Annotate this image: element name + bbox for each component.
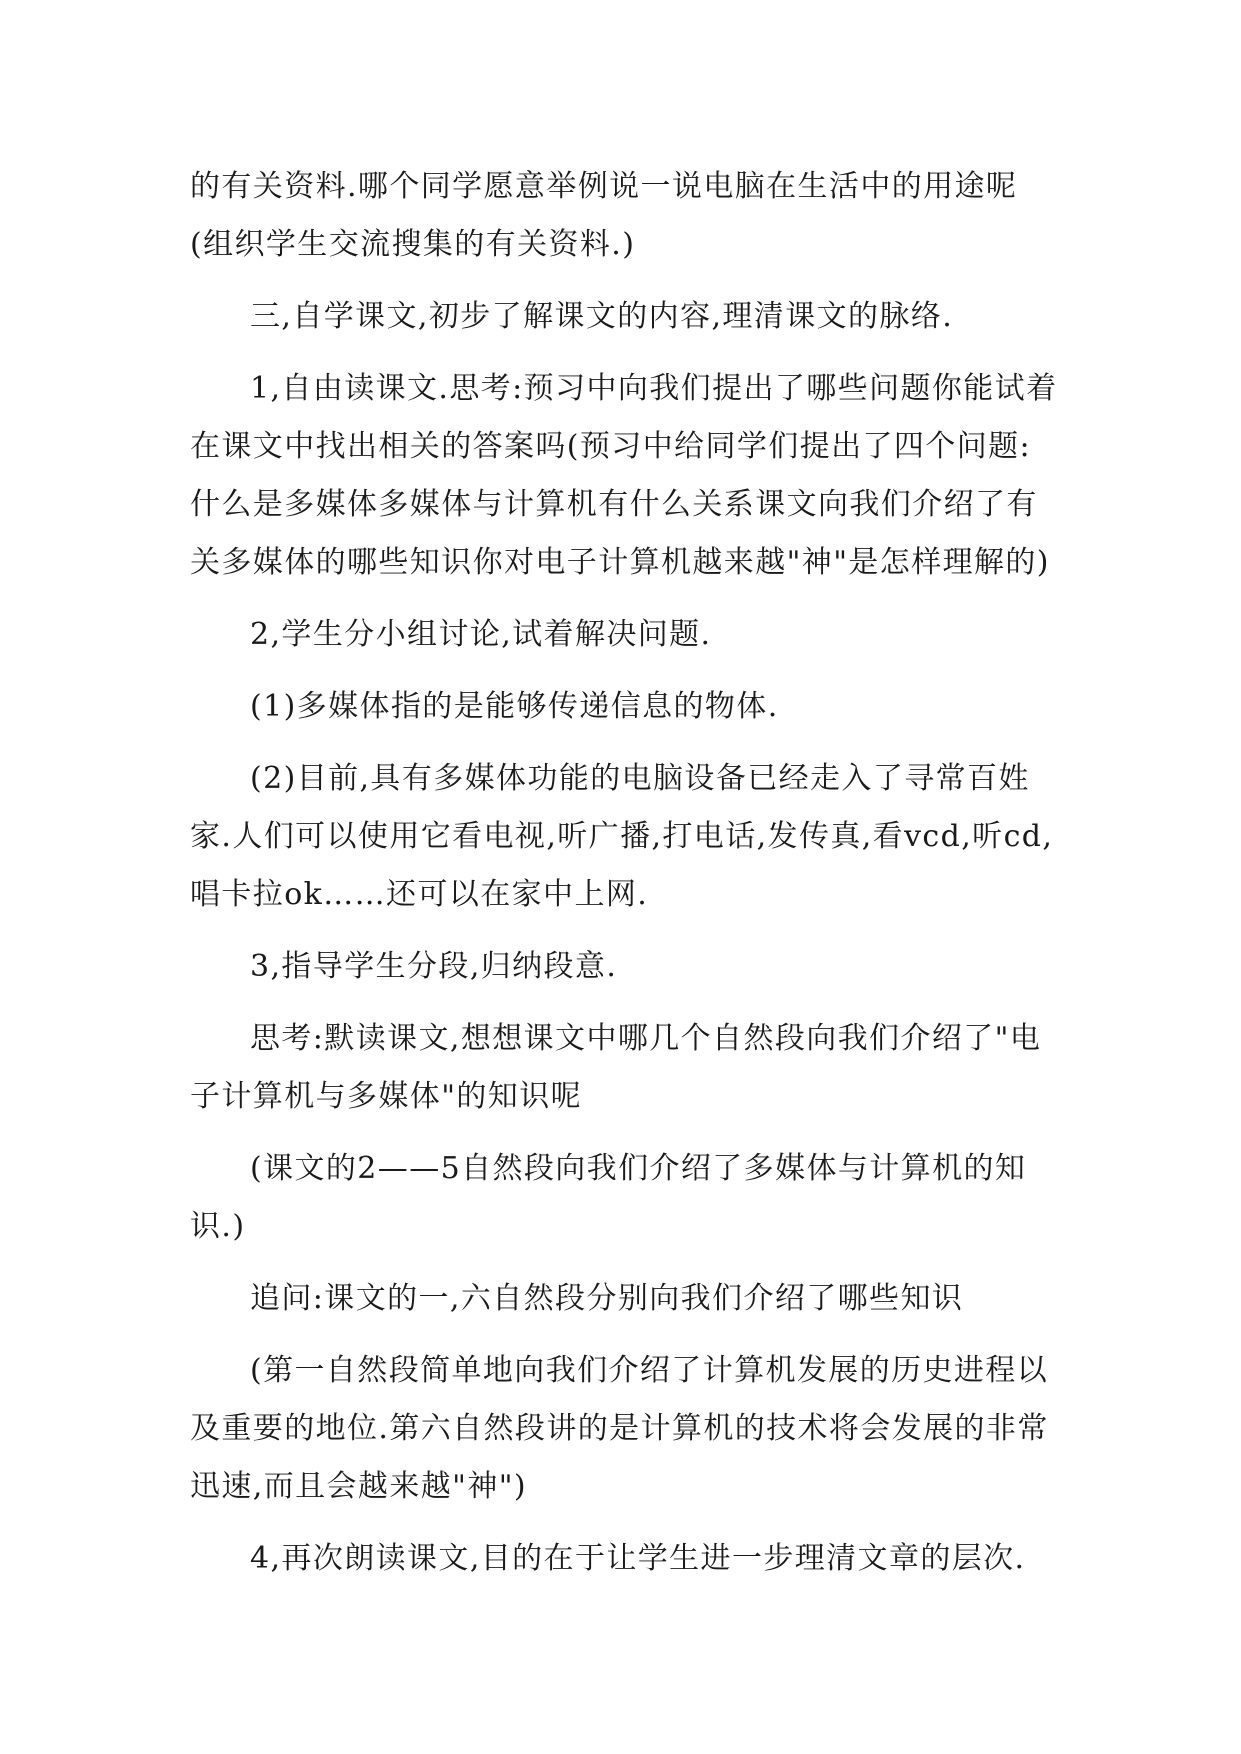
paragraph-6: (2)目前,具有多媒体功能的电脑设备已经走入了寻常百姓家.人们可以使用它看电视,听广播,打电话,发传真,看vcd,听cd,唱卡拉ok……还可以在家中上网. [190, 761, 1054, 912]
paragraph-4: 2,学生分小组讨论,试着解决问题. [250, 617, 712, 652]
paragraph-7: 3,指导学生分段,归纳段意. [250, 949, 618, 984]
paragraph-3: 1,自由读课文.思考:预习中向我们提出了哪些问题你能试着在课文中找出相关的答案吗(预习中给同学们提出了四个问题:什么是多媒体多媒体与计算机有什么关系课文向我们介绍了有关多媒体的哪些知识你对电子计算机越来越"神"是怎样理解的) [190, 371, 1058, 580]
paragraph-8: 思考:默读课文,想想课文中哪几个自然段向我们介绍了"电子计算机与多媒体"的知识呢 [190, 1021, 1042, 1114]
document-body [190, 158, 1060, 1602]
paragraph-11: (第一自然段简单地向我们介绍了计算机发展的历史进程以及重要的地位.第六自然段讲的是计算机的技术将会发展的非常迅速,而且会越来越"神") [190, 1353, 1049, 1504]
paragraph-10: 追问:课文的一,六自然段分别向我们介绍了哪些知识 [250, 1281, 964, 1316]
paragraph-2: 三,自学课文,初步了解课文的内容,理清课文的脉络. [250, 299, 954, 334]
paragraph-12: 4,再次朗读课文,目的在于让学生进一步理清文章的层次. [250, 1541, 1026, 1576]
paragraph-5: (1)多媒体指的是能够传递信息的物体. [250, 689, 779, 724]
paragraph-1: 的有关资料.哪个同学愿意举例说一说电脑在生活中的用途呢(组织学生交流搜集的有关资料.) [190, 169, 1018, 262]
paragraph-9: (课文的2——5自然段向我们介绍了多媒体与计算机的知识.) [190, 1151, 1027, 1244]
